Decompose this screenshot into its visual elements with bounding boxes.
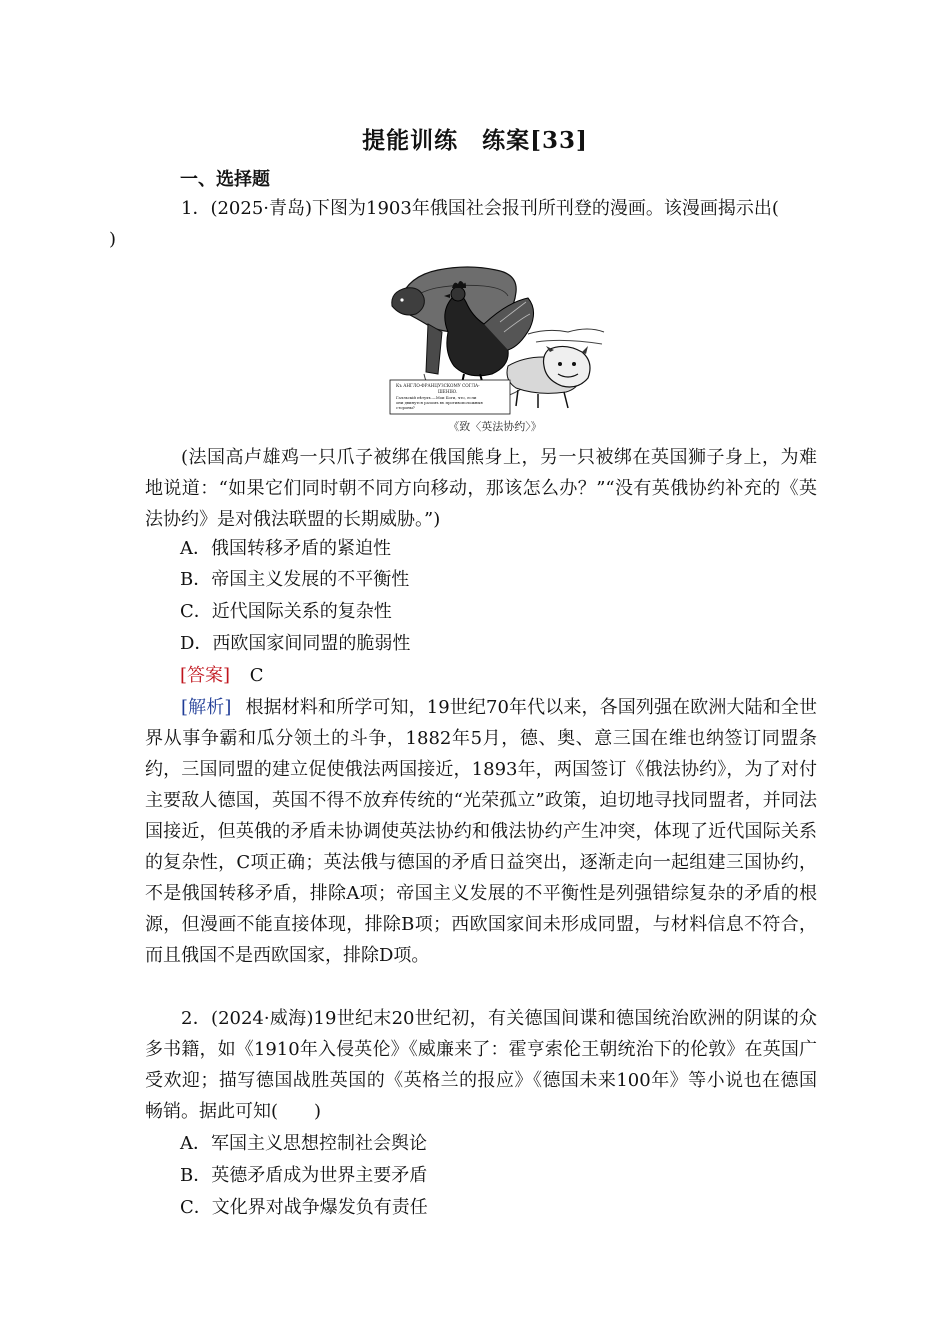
cartoon-box-line-5: стороны? [396, 405, 415, 410]
cartoon-box-line-1: Къ АНГЛО-ФРАНЦУЗСКОМУ СОГЛА- [396, 383, 480, 388]
question-2-stem: 2．(2024·威海)19世纪末20世纪初，有关德国间谍和德国统治欧洲的阴谋的众多书籍，如《1910年入侵英伦》《威廉来了：霍亨索伦王朝统治下的伦敦》在英国广受欢迎；描写德国战胜英国的《英格兰的报应》《德国未来100年》等小说也在德国畅销。据此可知( ) [145, 1008, 817, 1122]
analysis-text: 根据材料和所学可知，19世纪70年代以来，各国列强在欧洲大陆和全世界从事争霸和瓜分领土的斗争，1882年5月，德、奥、意三国在维也纳签订同盟条约，三国同盟的建立促使俄法两国接近，1893年，两国签订《俄法协约》，为了对付主要敌人德国，英国不得不放弃传统的“光荣孤立”政策，迫切地寻找同盟者，并同法国接近，但英俄的矛盾未协调使英法协约和俄法协约产生冲突，体现了近代国际关系的复杂性，C项正确；英法俄与德国的矛盾日益突出，逐渐走向一起组建三国协约，不是俄国转移矛盾，排除A项；帝国主义发展的不平衡性是列强错综复杂的矛盾的根源，但漫画不能直接体现，排除B项；西欧国家间未形成同盟，与材料信息不符合，而且俄国不是西欧国家，排除D项。 [145, 697, 818, 966]
question-1-option-a[interactable]: A．俄国转移矛盾的紧迫性 [180, 538, 391, 559]
answer-value: C [249, 665, 264, 686]
figure-caption: 《致〈英法协约〉》 [448, 420, 542, 433]
cartoon-bear-rooster-bulldog-icon [388, 262, 606, 418]
cartoon-figure [388, 262, 606, 418]
section-heading: 一、选择题 [180, 169, 270, 190]
question-1-analysis [145, 692, 817, 971]
question-2-option-a[interactable]: A．军国主义思想控制社会舆论 [180, 1133, 427, 1154]
question-1-stem-close: ) [109, 229, 117, 250]
analysis-tag: [解析] [181, 697, 232, 718]
question-1-stem [109, 193, 817, 255]
cartoon-box-line-3: Галльскій пѣтухъ.—Мои Боги, что, если [396, 395, 477, 400]
question-1-option-c[interactable]: C．近代国际关系的复杂性 [180, 601, 392, 622]
question-2-option-b[interactable]: B．英德矛盾成为世界主要矛盾 [180, 1165, 428, 1186]
question-1-option-d[interactable]: D．西欧国家间同盟的脆弱性 [180, 633, 411, 654]
cartoon-box-line-2: ШЕНІЮ. [438, 389, 458, 394]
question-1-answer [180, 660, 264, 691]
answer-tag: [答案] [180, 665, 231, 686]
question-1-option-b[interactable]: B．帝国主义发展的不平衡性 [180, 569, 410, 590]
page-title: 提能训练 练案[33] [362, 127, 588, 154]
question-1-stem-text: 1．(2025·青岛)下图为1903年俄国社会报刊所刊登的漫画。该漫画揭示出( [181, 198, 779, 219]
question-2-option-c[interactable]: C．文化界对战争爆发负有责任 [180, 1197, 428, 1218]
question-1-note: (法国高卢雄鸡一只爪子被绑在俄国熊身上，另一只被绑在英国狮子身上，为难地说道：“如果它们同时朝不同方向移动，那该怎么办？”“没有英俄协约补充的《英法协约》是对俄法联盟的长期威胁。”) [145, 447, 817, 530]
cartoon-box-line-4: они двинутся разомъ въ противоположныя [396, 400, 483, 405]
